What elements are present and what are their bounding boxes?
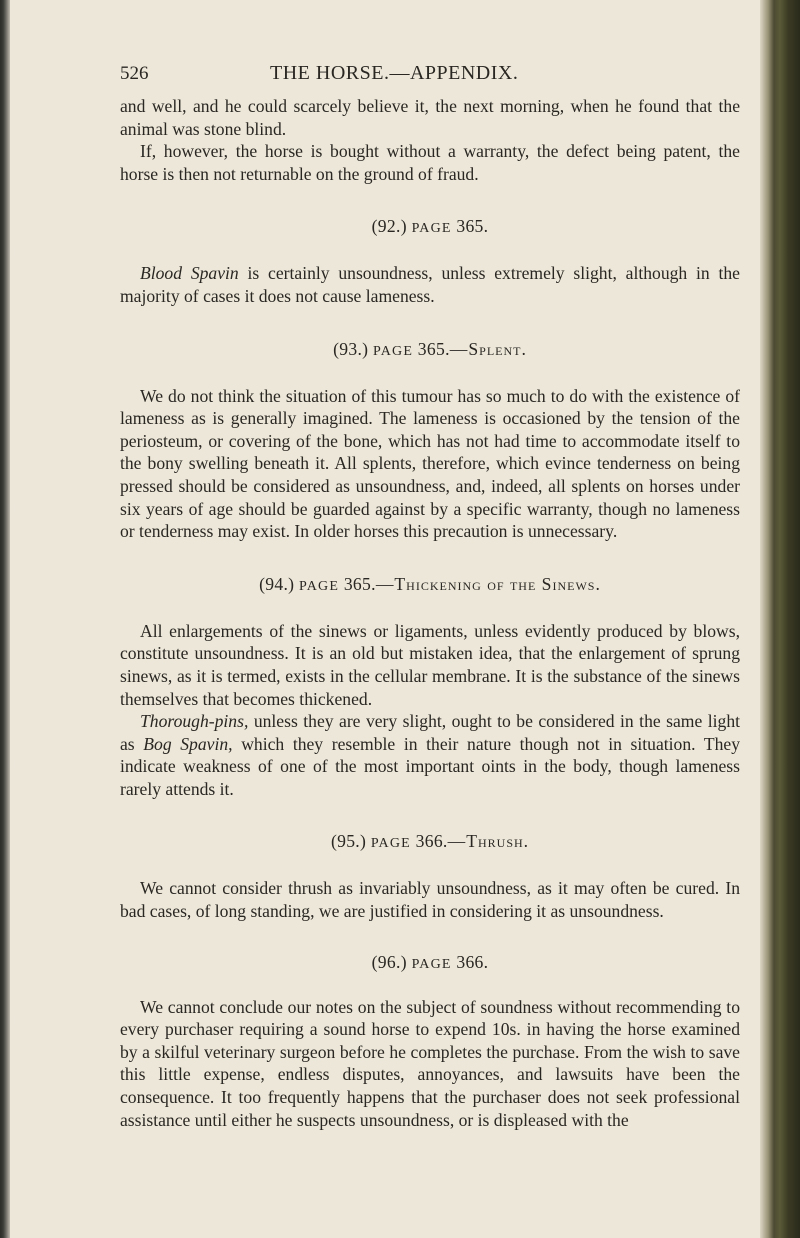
paragraph-94-thorough-pins [120, 710, 740, 800]
paragraph-92 [120, 262, 740, 307]
paragraph-94: All enlargements of the sinews or ligaments, unless evidently produced by blows, constitute unsoundness. It is an old but mistaken idea, that the enlargement of sprung sinews, as it is termed, exists in the cellular membrane. It is the substance of the sinews themselves that becomes thickened. [120, 620, 740, 709]
section-heading-93 [120, 338, 740, 363]
paragraph-intro-1: and well, and he could scarcely believe it, the next morning, when he found that the animal was stone blind. [120, 96, 740, 139]
section-number: (96.) [371, 951, 407, 972]
section-title: —Thickening of the Sinews. [375, 573, 601, 594]
page-ref: 365. [456, 216, 489, 237]
paragraph-text: unless they are very slight, ought to be considered in the same light as [120, 711, 740, 754]
page-word: PAGE [411, 956, 452, 972]
running-title: THE HORSE.—APPENDIX. [270, 62, 519, 84]
paragraph-text: which they resemble in their nature though not in situation. They indicate weakness of one of the most important oints in the body, though lameness rarely attends it. [120, 733, 740, 799]
section-heading-95 [120, 830, 740, 855]
section-heading-96 [120, 951, 740, 976]
term-thorough-pins: Thorough-pins, [140, 711, 249, 732]
book-spine-edge [760, 0, 800, 1238]
section-number: (93.) [333, 338, 369, 359]
paragraph-intro-2: If, however, the horse is bought without a warranty, the defect being patent, the horse is then not returnable on the ground of fraud. [120, 141, 740, 184]
page-word: PAGE [411, 221, 452, 237]
section-heading-94 [120, 573, 740, 598]
section-number: (94.) [259, 573, 295, 594]
paragraph-96: We cannot conclude our notes on the subject of soundness without recommending to every purchaser requiring a sound horse to expend 10s. in having the horse examined by a skilful veterinary surgeon before he completes the purchase. From the wish to save this little expense, endless disputes, annoyances, and lawsuits have been the consequence. It too frequently happens that the purchaser does not seek professional assistance until either he suspects unsoundness, or is displeased with the [120, 996, 740, 1130]
page-ref: 365. [417, 338, 450, 359]
book-page [120, 62, 740, 1131]
paragraph-95: We cannot consider thrush as invariably unsoundness, as it may often be cured. In bad cases, of long standing, we are justified in considering it as unsoundness. [120, 878, 740, 922]
page-ref: 366. [456, 951, 489, 972]
page-number: 526 [120, 63, 149, 84]
page-word: PAGE [373, 343, 414, 359]
term-blood-spavin: Blood Spavin [140, 263, 239, 284]
section-title: —Splent. [449, 338, 527, 359]
section-number: (92.) [371, 216, 407, 237]
running-header [120, 62, 740, 92]
page-word: PAGE [370, 836, 411, 852]
section-heading-92 [120, 215, 740, 240]
paragraph-text: is certainly unsoundness, unless extremely slight, although in the majority of cases it does not cause lameness. [120, 263, 740, 306]
term-bog-spavin: Bog Spavin, [143, 733, 233, 754]
page-edge-left [0, 0, 10, 1238]
paragraph-93: We do not think the situation of this tumour has so much to do with the existence of lameness as is generally imagined. The lameness is occasioned by the tension of the periosteum, or covering of the bone, which has not had time to accommodate itself to the bony swelling beneath it. All splents, therefore, which evince tenderness on being pressed should be considered as unsoundness, and, indeed, all splents on horses under six years of age should be guarded against by a specific warranty, though no lameness or tenderness may exist. In older horses this precaution is unnecessary. [120, 385, 740, 542]
section-number: (95.) [330, 831, 367, 852]
page-word: PAGE [299, 578, 340, 594]
page-ref: 366. [415, 831, 448, 852]
section-title: —Thrush. [447, 831, 530, 852]
page-ref: 365. [343, 573, 376, 594]
